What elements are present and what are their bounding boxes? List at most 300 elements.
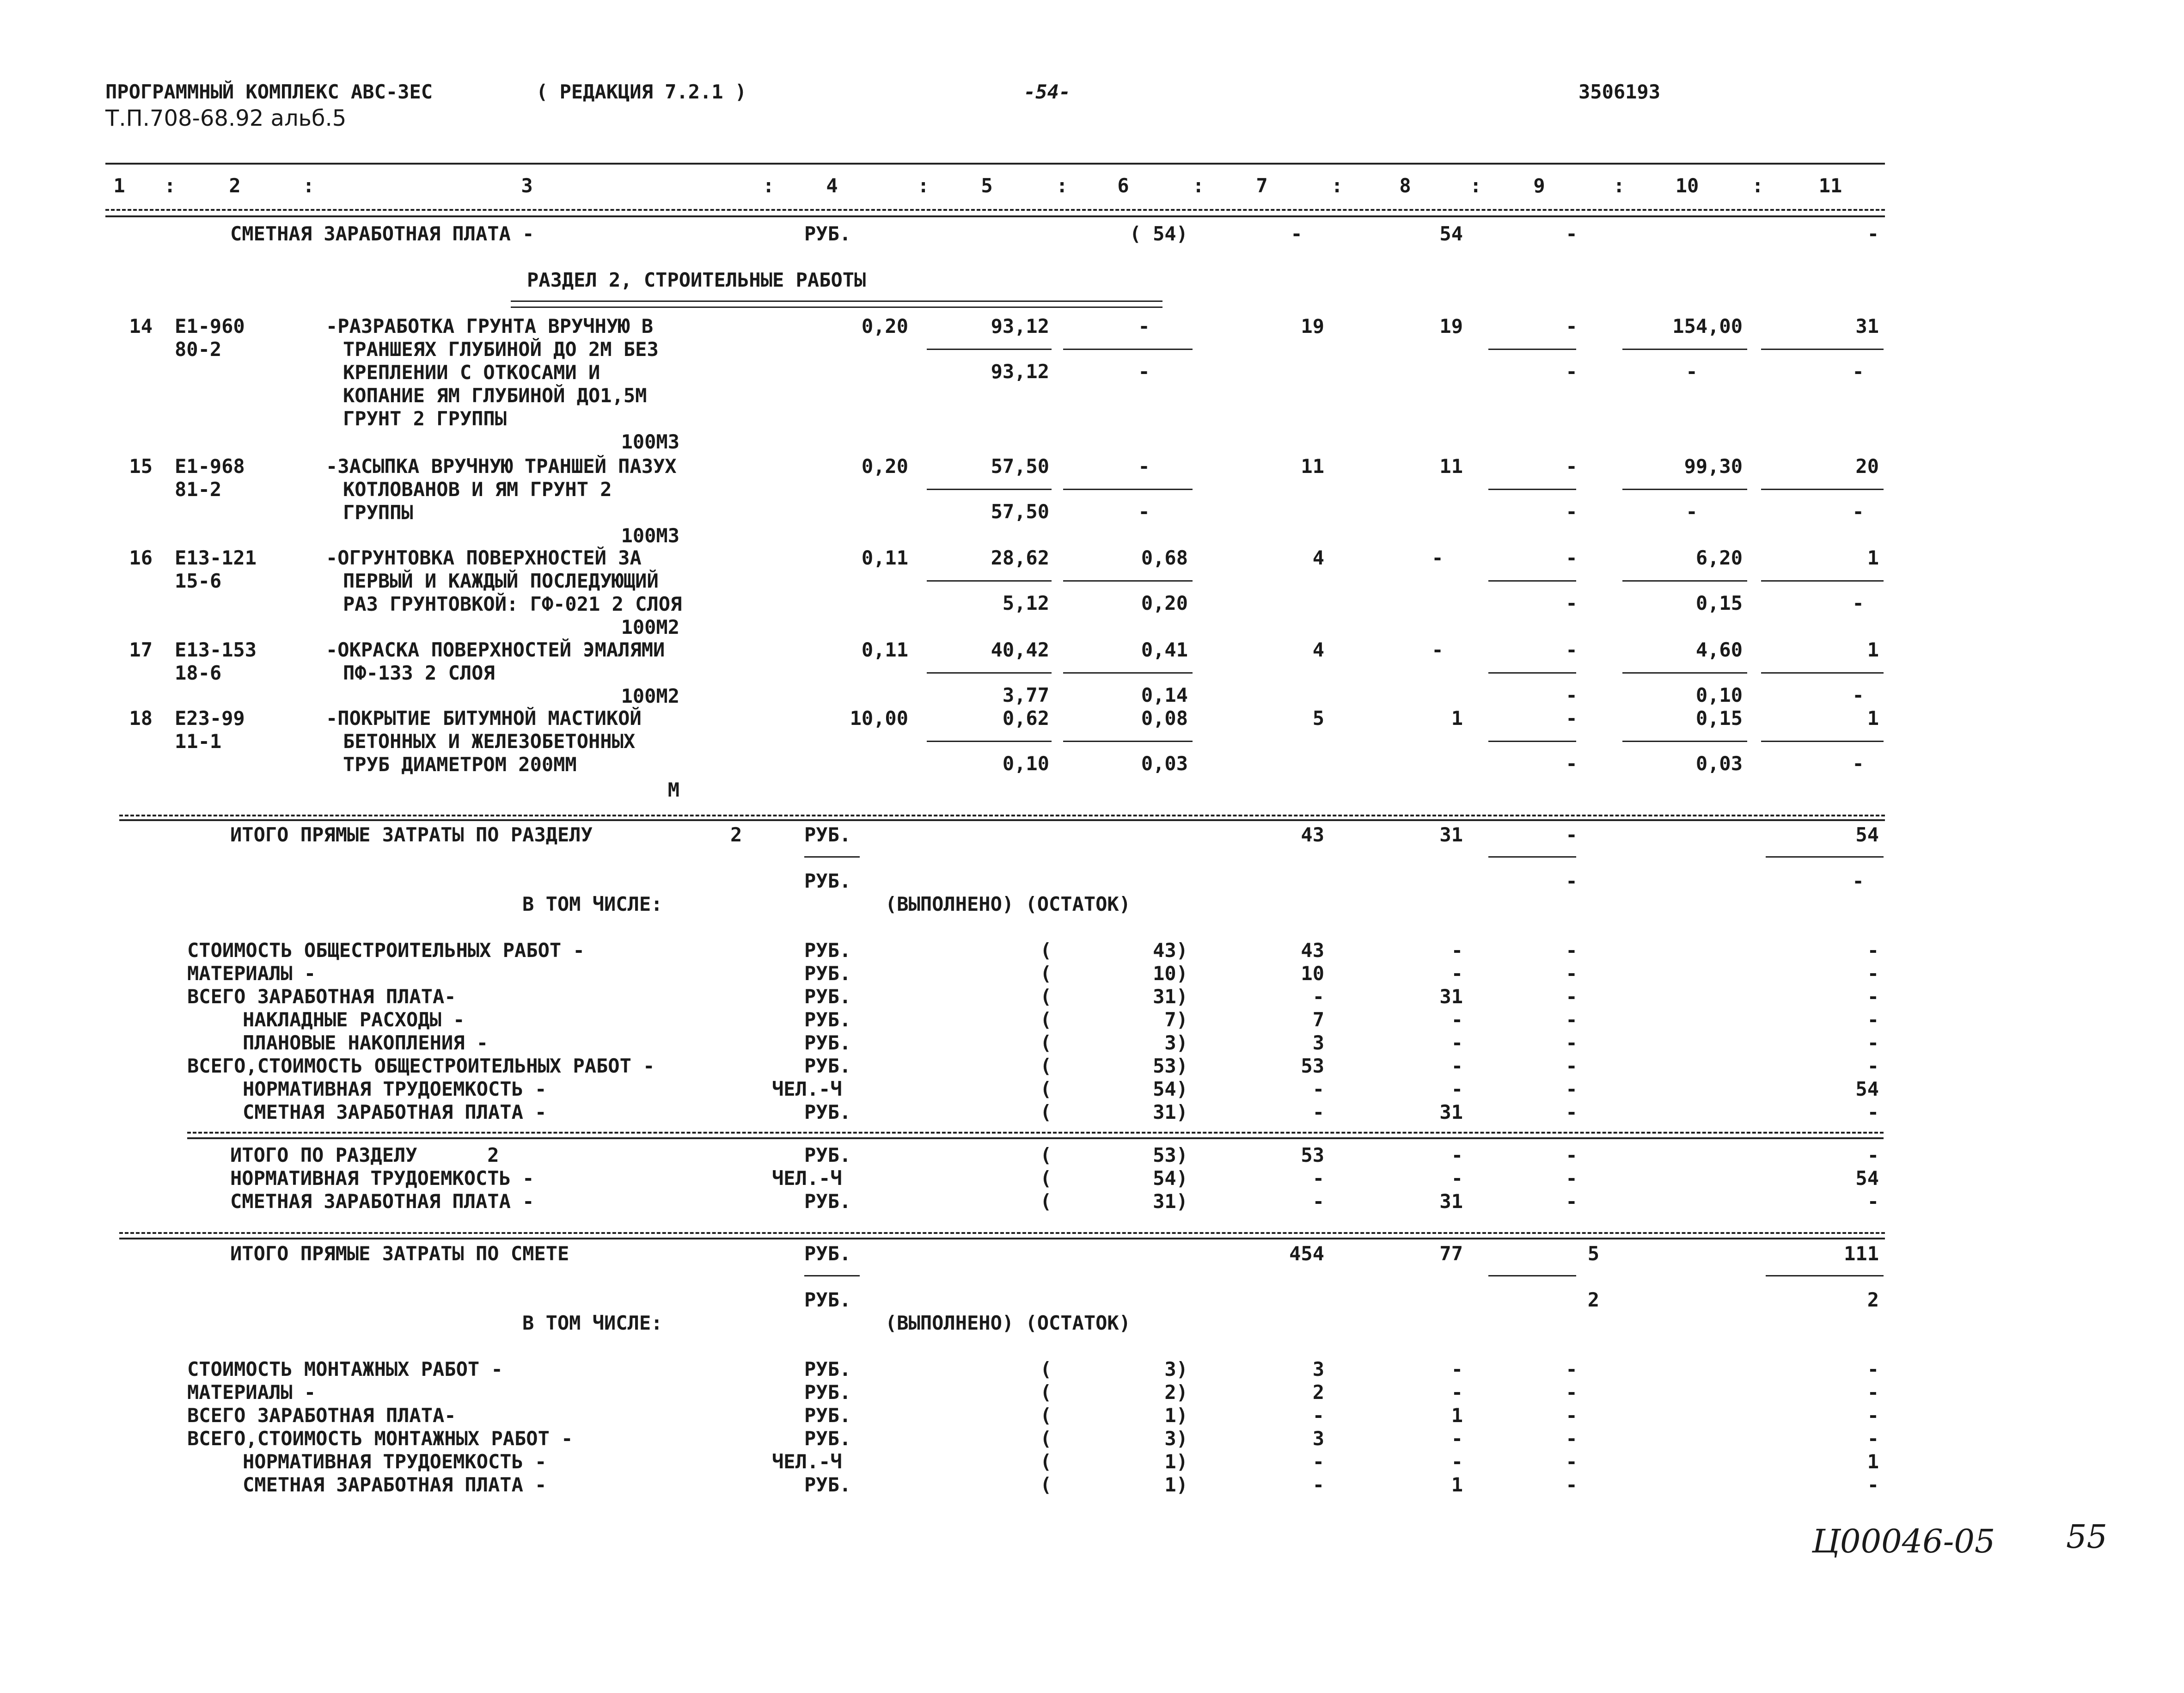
item-description: БЕТОННЫХ И ЖЕЛЕЗОБЕТОННЫХ	[343, 730, 636, 753]
item-col10-labor: -	[1686, 500, 1698, 523]
section-title: РАЗДЕЛ 2, СТРОИТЕЛЬНЫЕ РАБОТЫ	[527, 269, 866, 291]
item-col7: 4	[1312, 546, 1324, 569]
item-code: Е1-968	[175, 455, 245, 478]
item-description: КОПАНИЕ ЯМ ГЛУБИНОЙ ДО1,5М	[343, 384, 647, 407]
section-breakdown-col9: -	[1566, 985, 1578, 1008]
by-section-col8: 31	[1439, 1190, 1463, 1213]
by-section-rule	[187, 1132, 1884, 1134]
item-col6-labor: 0,14	[1141, 684, 1188, 706]
section-breakdown-unit: ЧЕЛ.-Ч	[772, 1078, 842, 1100]
section-breakdown-unit: РУБ.	[804, 985, 851, 1008]
top-summary-col9: -	[1566, 222, 1578, 245]
item-col6-labor: 0,20	[1141, 592, 1188, 614]
estimate-breakdown-col7: -	[1312, 1450, 1324, 1473]
item-split-line	[1063, 349, 1193, 350]
estimate-breakdown-unit: ЧЕЛ.-Ч	[772, 1450, 842, 1473]
section-breakdown-label: МАТЕРИАЛЫ -	[187, 962, 316, 985]
section-breakdown-col11: 54	[1855, 1078, 1879, 1100]
estimate-breakdown-unit: РУБ.	[804, 1473, 851, 1496]
top-summary-label: СМЕТНАЯ ЗАРАБОТНАЯ ПЛАТА -	[230, 222, 534, 245]
item-col10-total: 6,20	[1695, 546, 1743, 569]
estimate-total-label: ИТОГО ПРЯМЫЕ ЗАТРАТЫ ПО СМЕТЕ	[230, 1242, 569, 1265]
item-description: ТРАНШЕЯХ ГЛУБИНОЙ ДО 2М БЕЗ	[343, 338, 659, 361]
by-section-col7: -	[1312, 1190, 1324, 1213]
handwritten-page-number: 55	[2066, 1518, 2108, 1556]
section-breakdown-col7: -	[1312, 1078, 1324, 1100]
section-breakdown-value: 7)	[1164, 1008, 1188, 1031]
item-col6-total: 0,68	[1141, 546, 1188, 569]
item-quantity: 0,11	[861, 638, 908, 661]
item-col11-total: 1	[1867, 707, 1879, 730]
column-separator: :	[164, 174, 176, 197]
estimate-total-unit-line	[804, 1275, 860, 1276]
column-header-8: 8	[1399, 174, 1411, 197]
item-split-line	[927, 672, 1052, 674]
column-separator: :	[1613, 174, 1625, 197]
column-header-9: 9	[1533, 174, 1545, 197]
open-paren: (	[1040, 1190, 1052, 1213]
section-breakdown-value: 3)	[1164, 1031, 1188, 1054]
column-header-2: 2	[229, 174, 241, 197]
estimate-breakdown-col9: -	[1566, 1381, 1578, 1404]
by-section-unit: РУБ.	[804, 1144, 851, 1166]
item-description: -РАЗРАБОТКА ГРУНТА ВРУЧНУЮ В	[326, 315, 654, 337]
by-section-col11: 54	[1855, 1167, 1879, 1190]
item-split-line	[1622, 489, 1747, 490]
estimate-breakdown-col11: -	[1867, 1358, 1879, 1380]
column-header-4: 4	[826, 174, 838, 197]
open-paren: (	[1040, 962, 1052, 985]
item-col11-total: 1	[1867, 638, 1879, 661]
item-number: 17	[129, 638, 153, 661]
item-split-line	[1063, 489, 1193, 490]
estimate-total-col8: 77	[1439, 1242, 1463, 1265]
by-section-unit: РУБ.	[804, 1190, 851, 1213]
estimate-breakdown-col9: -	[1566, 1427, 1578, 1450]
estimate-breakdown-value: 2)	[1164, 1381, 1188, 1404]
item-quantity: 10,00	[850, 707, 908, 730]
item-col5-labor: 5,12	[1002, 592, 1049, 614]
including-label: В ТОМ ЧИСЛЕ:	[522, 1312, 663, 1334]
page-marker: -54-	[1024, 80, 1071, 103]
item-col5-labor: 3,77	[1002, 684, 1049, 706]
section-breakdown-label: ВСЕГО ЗАРАБОТНАЯ ПЛАТА-	[187, 985, 456, 1008]
item-code-sub: 15-6	[175, 570, 222, 592]
item-col8: 11	[1439, 455, 1463, 478]
open-paren: (	[1040, 1031, 1052, 1054]
section-breakdown-col7: 53	[1301, 1055, 1324, 1077]
section-breakdown-col8: -	[1451, 962, 1463, 985]
item-description: ПФ-133 2 СЛОЯ	[343, 662, 495, 684]
item-description: -ПОКРЫТИЕ БИТУМНОЙ МАСТИКОЙ	[326, 707, 642, 730]
estimate-breakdown-col9: -	[1566, 1473, 1578, 1496]
top-summary-col7: -	[1291, 222, 1303, 245]
section-breakdown-col9: -	[1566, 1008, 1578, 1031]
item-split-line	[1761, 580, 1884, 582]
estimate-breakdown-unit: РУБ.	[804, 1404, 851, 1427]
by-section-label: СМЕТНАЯ ЗАРАБОТНАЯ ПЛАТА -	[230, 1190, 534, 1213]
section-total-label: ИТОГО ПРЯМЫЕ ЗАТРАТЫ ПО РАЗДЕЛУ	[230, 823, 593, 846]
top-summary-col6: ( 54)	[1129, 222, 1188, 245]
estimate-total-col9: 5	[1587, 1242, 1599, 1265]
estimate-breakdown-unit: РУБ.	[804, 1381, 851, 1404]
estimate-total-col11: 111	[1844, 1242, 1879, 1265]
item-split-line	[927, 580, 1052, 582]
estimate-breakdown-col7: 3	[1312, 1358, 1324, 1380]
estimate-breakdown-col9: -	[1566, 1450, 1578, 1473]
section-breakdown-col9: -	[1566, 1101, 1578, 1123]
item-unit: 100М2	[621, 616, 679, 638]
item-code: Е23-99	[175, 707, 245, 730]
section-breakdown-col11: -	[1867, 985, 1879, 1008]
open-paren: (	[1040, 985, 1052, 1008]
item-code: Е13-153	[175, 638, 257, 661]
item-col11-labor: -	[1852, 500, 1864, 523]
estimate-breakdown-value: 3)	[1164, 1358, 1188, 1380]
column-separator: :	[1752, 174, 1764, 197]
section-breakdown-col9: -	[1566, 962, 1578, 985]
estimate-breakdown-col8: -	[1451, 1450, 1463, 1473]
item-col10-labor: 0,03	[1695, 752, 1743, 775]
section-total-col11: 54	[1855, 823, 1879, 846]
by-section-col7: 53	[1301, 1144, 1324, 1166]
section-total-line	[1488, 856, 1576, 858]
estimate-breakdown-col8: -	[1451, 1381, 1463, 1404]
column-header-6: 6	[1117, 174, 1129, 197]
section-breakdown-col9: -	[1566, 1031, 1578, 1054]
open-paren: (	[1040, 1055, 1052, 1077]
item-col8: -	[1432, 638, 1444, 661]
item-col11-total: 31	[1855, 315, 1879, 337]
open-paren: (	[1040, 1078, 1052, 1100]
item-col10-total: 99,30	[1684, 455, 1743, 478]
item-split-line	[1488, 349, 1576, 350]
item-split-line	[1622, 349, 1747, 350]
item-col6-total: -	[1138, 315, 1150, 337]
program-name: ПРОГРАММНЫЙ КОМПЛЕКС АВС-3ЕС	[105, 80, 433, 103]
header-rule-mid1	[105, 209, 1885, 211]
item-split-line	[1488, 580, 1576, 582]
item-col9-labor: -	[1566, 500, 1578, 523]
item-split-line	[1063, 580, 1193, 582]
top-summary-col11: -	[1867, 222, 1879, 245]
header-rule-mid2	[105, 215, 1885, 217]
estimate-breakdown-col8: 1	[1451, 1404, 1463, 1427]
column-header-7: 7	[1256, 174, 1268, 197]
open-paren: (	[1040, 939, 1052, 962]
section-breakdown-col8: -	[1451, 939, 1463, 962]
open-paren: (	[1040, 1167, 1052, 1190]
item-code: Е1-960	[175, 315, 245, 337]
item-split-line	[1622, 580, 1747, 582]
item-col6-total: 0,41	[1141, 638, 1188, 661]
estimate-breakdown-col8: 1	[1451, 1473, 1463, 1496]
column-header-5: 5	[981, 174, 993, 197]
section-breakdown-label: СТОИМОСТЬ ОБЩЕСТРОИТЕЛЬНЫХ РАБОТ -	[187, 939, 585, 962]
item-split-line	[1488, 672, 1576, 674]
estimate-total-line	[1488, 1275, 1576, 1276]
item-unit: М	[667, 779, 679, 801]
estimate-breakdown-col7: 3	[1312, 1427, 1324, 1450]
item-split-line	[1063, 741, 1193, 742]
estimate-total-col7: 454	[1289, 1242, 1324, 1265]
edition: ( РЕДАКЦИЯ 7.2.1 )	[536, 80, 747, 103]
by-section-value: 54)	[1153, 1167, 1188, 1190]
section-breakdown-unit: РУБ.	[804, 1008, 851, 1031]
section-breakdown-label: ПЛАНОВЫЕ НАКОПЛЕНИЯ -	[243, 1031, 489, 1054]
item-col5-total: 28,62	[991, 546, 1049, 569]
item-col6-labor: -	[1138, 500, 1150, 523]
estimate-total-line	[1766, 1275, 1884, 1276]
section-breakdown-col8: -	[1451, 1078, 1463, 1100]
section-total-col11b: -	[1852, 870, 1864, 892]
item-split-line	[1761, 489, 1884, 490]
open-paren: (	[1040, 1358, 1052, 1380]
section-breakdown-col7: -	[1312, 985, 1324, 1008]
estimate-breakdown-col7: -	[1312, 1404, 1324, 1427]
column-separator: :	[1193, 174, 1205, 197]
item-split-line	[1761, 672, 1884, 674]
section-breakdown-label: НОРМАТИВНАЯ ТРУДОЕМКОСТЬ -	[243, 1078, 547, 1100]
item-col8: 1	[1451, 707, 1463, 730]
section-total-col9: -	[1566, 823, 1578, 846]
item-split-line	[1622, 741, 1747, 742]
item-description: КРЕПЛЕНИИ С ОТКОСАМИ И	[343, 361, 600, 384]
estimate-total-col11b: 2	[1867, 1288, 1879, 1311]
item-description: ГРУППЫ	[343, 501, 413, 524]
section-breakdown-value: 43)	[1153, 939, 1188, 962]
top-summary-unit: РУБ.	[804, 222, 851, 245]
column-separator: :	[763, 174, 775, 197]
estimate-breakdown-col8: -	[1451, 1427, 1463, 1450]
column-header-10: 10	[1675, 174, 1699, 197]
estimate-breakdown-col8: -	[1451, 1358, 1463, 1380]
estimate-total-rule	[119, 1238, 1885, 1239]
by-section-label: ИТОГО ПО РАЗДЕЛУ 2	[230, 1144, 499, 1166]
estimate-total-unit: РУБ.	[804, 1242, 851, 1265]
estimate-total-rule	[119, 1232, 1885, 1234]
section-breakdown-col9: -	[1566, 1055, 1578, 1077]
item-description: КОТЛОВАНОВ И ЯМ ГРУНТ 2	[343, 478, 612, 501]
item-col9-labor: -	[1566, 684, 1578, 706]
by-section-col8: -	[1451, 1144, 1463, 1166]
section-breakdown-unit: РУБ.	[804, 962, 851, 985]
subtitle: Т.П.708-68.92 альб.5	[105, 105, 347, 131]
section-breakdown-col11: -	[1867, 1008, 1879, 1031]
item-col10-total: 0,15	[1695, 707, 1743, 730]
item-description: ПЕРВЫЙ И КАЖДЫЙ ПОСЛЕДУЮЩИЙ	[343, 570, 659, 592]
by-section-col9: -	[1566, 1190, 1578, 1213]
item-col11-labor: -	[1852, 752, 1864, 775]
item-col6-total: -	[1138, 455, 1150, 478]
estimate-breakdown-col9: -	[1566, 1358, 1578, 1380]
item-col10-labor: -	[1686, 360, 1698, 383]
item-number: 14	[129, 315, 153, 337]
item-description: ГРУНТ 2 ГРУППЫ	[343, 407, 507, 430]
item-description: -ОКРАСКА ПОВЕРХНОСТЕЙ ЭМАЛЯМИ	[326, 638, 665, 661]
item-col5-total: 40,42	[991, 638, 1049, 661]
item-code-sub: 81-2	[175, 478, 222, 501]
section-breakdown-unit: РУБ.	[804, 939, 851, 962]
item-col11-labor: -	[1852, 684, 1864, 706]
item-col9-labor: -	[1566, 592, 1578, 614]
item-quantity: 0,11	[861, 546, 908, 569]
estimate-total-unit2: РУБ.	[804, 1288, 851, 1311]
section-breakdown-col11: -	[1867, 962, 1879, 985]
estimate-breakdown-col9: -	[1566, 1404, 1578, 1427]
item-code: Е13-121	[175, 546, 257, 569]
item-split-line	[1761, 349, 1884, 350]
by-section-col11: -	[1867, 1190, 1879, 1213]
column-header-3: 3	[521, 174, 533, 197]
estimate-breakdown-col11: -	[1867, 1473, 1879, 1496]
item-col11-total: 20	[1855, 455, 1879, 478]
item-col9-total: -	[1566, 455, 1578, 478]
section-breakdown-col8: -	[1451, 1008, 1463, 1031]
open-paren: (	[1040, 1101, 1052, 1123]
column-separator: :	[918, 174, 930, 197]
column-header-11: 11	[1818, 174, 1842, 197]
top-summary-col8: 54	[1439, 222, 1463, 245]
section-total-unit2: РУБ.	[804, 870, 851, 892]
open-paren: (	[1040, 1381, 1052, 1404]
estimate-breakdown-value: 3)	[1164, 1427, 1188, 1450]
by-section-col9: -	[1566, 1167, 1578, 1190]
section-breakdown-col11: -	[1867, 1031, 1879, 1054]
item-split-line	[1761, 741, 1884, 742]
open-paren: (	[1040, 1450, 1052, 1473]
section-total-line	[1766, 856, 1884, 858]
item-col5-total: 0,62	[1002, 707, 1049, 730]
section-breakdown-col7: 43	[1301, 939, 1324, 962]
section-breakdown-unit: РУБ.	[804, 1055, 851, 1077]
section-breakdown-col7: 10	[1301, 962, 1324, 985]
item-col9-labor: -	[1566, 752, 1578, 775]
item-split-line	[927, 489, 1052, 490]
estimate-breakdown-unit: РУБ.	[804, 1427, 851, 1450]
by-section-label: НОРМАТИВНАЯ ТРУДОЕМКОСТЬ -	[230, 1167, 534, 1190]
section-breakdown-col7: 3	[1312, 1031, 1324, 1054]
item-split-line	[1622, 672, 1747, 674]
item-col9-total: -	[1566, 546, 1578, 569]
item-col11-labor: -	[1852, 360, 1864, 383]
estimate-breakdown-label: СТОИМОСТЬ МОНТАЖНЫХ РАБОТ -	[187, 1358, 503, 1380]
by-section-col9: -	[1566, 1144, 1578, 1166]
by-section-rule	[187, 1137, 1884, 1139]
item-col5-labor: 0,10	[1002, 752, 1049, 775]
section-breakdown-value: 10)	[1153, 962, 1188, 985]
section-breakdown-unit: РУБ.	[804, 1101, 851, 1123]
estimate-breakdown-label: НОРМАТИВНАЯ ТРУДОЕМКОСТЬ -	[243, 1450, 547, 1473]
section-breakdown-col7: 7	[1312, 1008, 1324, 1031]
including-label: В ТОМ ЧИСЛЕ:	[522, 893, 663, 915]
estimate-breakdown-col11: -	[1867, 1427, 1879, 1450]
section-title-underline	[511, 301, 1162, 308]
section-total-col9b: -	[1566, 870, 1578, 892]
section-breakdown-label: ВСЕГО,СТОИМОСТЬ ОБЩЕСТРОИТЕЛЬНЫХ РАБОТ -	[187, 1055, 655, 1077]
open-paren: (	[1040, 1427, 1052, 1450]
estimate-breakdown-unit: РУБ.	[804, 1358, 851, 1380]
estimate-breakdown-value: 1)	[1164, 1473, 1188, 1496]
column-separator: :	[1331, 174, 1343, 197]
section-total-unit-line	[804, 856, 860, 858]
item-col10-total: 4,60	[1695, 638, 1743, 661]
section-breakdown-col9: -	[1566, 939, 1578, 962]
estimate-breakdown-label: ВСЕГО ЗАРАБОТНАЯ ПЛАТА-	[187, 1404, 456, 1427]
item-unit: 100М3	[621, 524, 679, 547]
item-split-line	[1488, 489, 1576, 490]
by-section-col11: -	[1867, 1144, 1879, 1166]
item-col5-total: 93,12	[991, 315, 1049, 337]
item-col8: -	[1432, 546, 1444, 569]
section-breakdown-value: 31)	[1153, 1101, 1188, 1123]
item-col7: 5	[1312, 707, 1324, 730]
section-breakdown-unit: РУБ.	[804, 1031, 851, 1054]
item-description: ТРУБ ДИАМЕТРОМ 200ММ	[343, 753, 577, 776]
item-col9-total: -	[1566, 638, 1578, 661]
section-total-number: 2	[730, 823, 742, 846]
open-paren: (	[1040, 1144, 1052, 1166]
open-paren: (	[1040, 1404, 1052, 1427]
section-total-rule	[119, 815, 1885, 816]
item-col6-total: 0,08	[1141, 707, 1188, 730]
item-col7: 11	[1301, 455, 1324, 478]
estimate-breakdown-label: ВСЕГО,СТОИМОСТЬ МОНТАЖНЫХ РАБОТ -	[187, 1427, 573, 1450]
item-description: -ЗАСЫПКА ВРУЧНУЮ ТРАНШЕЙ ПАЗУХ	[326, 455, 677, 478]
item-code-sub: 80-2	[175, 338, 222, 361]
estimate-breakdown-col11: -	[1867, 1404, 1879, 1427]
section-breakdown-value: 53)	[1153, 1055, 1188, 1077]
item-col9-total: -	[1566, 707, 1578, 730]
done-remaining-label: (ВЫПОЛНЕНО) (ОСТАТОК)	[885, 1312, 1131, 1334]
section-breakdown-value: 31)	[1153, 985, 1188, 1008]
item-col8: 19	[1439, 315, 1463, 337]
column-separator: :	[303, 174, 315, 197]
item-col10-total: 154,00	[1672, 315, 1743, 337]
estimate-breakdown-label: СМЕТНАЯ ЗАРАБОТНАЯ ПЛАТА -	[243, 1473, 547, 1496]
by-section-col8: -	[1451, 1167, 1463, 1190]
by-section-value: 53)	[1153, 1144, 1188, 1166]
item-col11-labor: -	[1852, 592, 1864, 614]
item-col5-labor: 93,12	[991, 360, 1049, 383]
item-col5-labor: 57,50	[991, 500, 1049, 523]
by-section-unit: ЧЕЛ.-Ч	[772, 1167, 842, 1190]
item-col6-labor: 0,03	[1141, 752, 1188, 775]
section-breakdown-col8: 31	[1439, 985, 1463, 1008]
item-quantity: 0,20	[861, 455, 908, 478]
item-unit: 100М3	[621, 430, 679, 453]
item-split-line	[1488, 741, 1576, 742]
section-breakdown-col9: -	[1566, 1078, 1578, 1100]
section-total-rule	[119, 819, 1885, 821]
handwritten-stamp: Ц00046-05	[1812, 1522, 1995, 1560]
section-total-col8: 31	[1439, 823, 1463, 846]
section-breakdown-col8: 31	[1439, 1101, 1463, 1123]
section-breakdown-col7: -	[1312, 1101, 1324, 1123]
section-breakdown-col11: -	[1867, 1101, 1879, 1123]
open-paren: (	[1040, 1473, 1052, 1496]
section-breakdown-col8: -	[1451, 1031, 1463, 1054]
item-number: 16	[129, 546, 153, 569]
item-col9-total: -	[1566, 315, 1578, 337]
item-split-line	[927, 349, 1052, 350]
section-breakdown-label: СМЕТНАЯ ЗАРАБОТНАЯ ПЛАТА -	[243, 1101, 547, 1123]
by-section-value: 31)	[1153, 1190, 1188, 1213]
item-quantity: 0,20	[861, 315, 908, 337]
section-total-col7: 43	[1301, 823, 1324, 846]
estimate-breakdown-col11: 1	[1867, 1450, 1879, 1473]
item-code-sub: 11-1	[175, 730, 222, 753]
